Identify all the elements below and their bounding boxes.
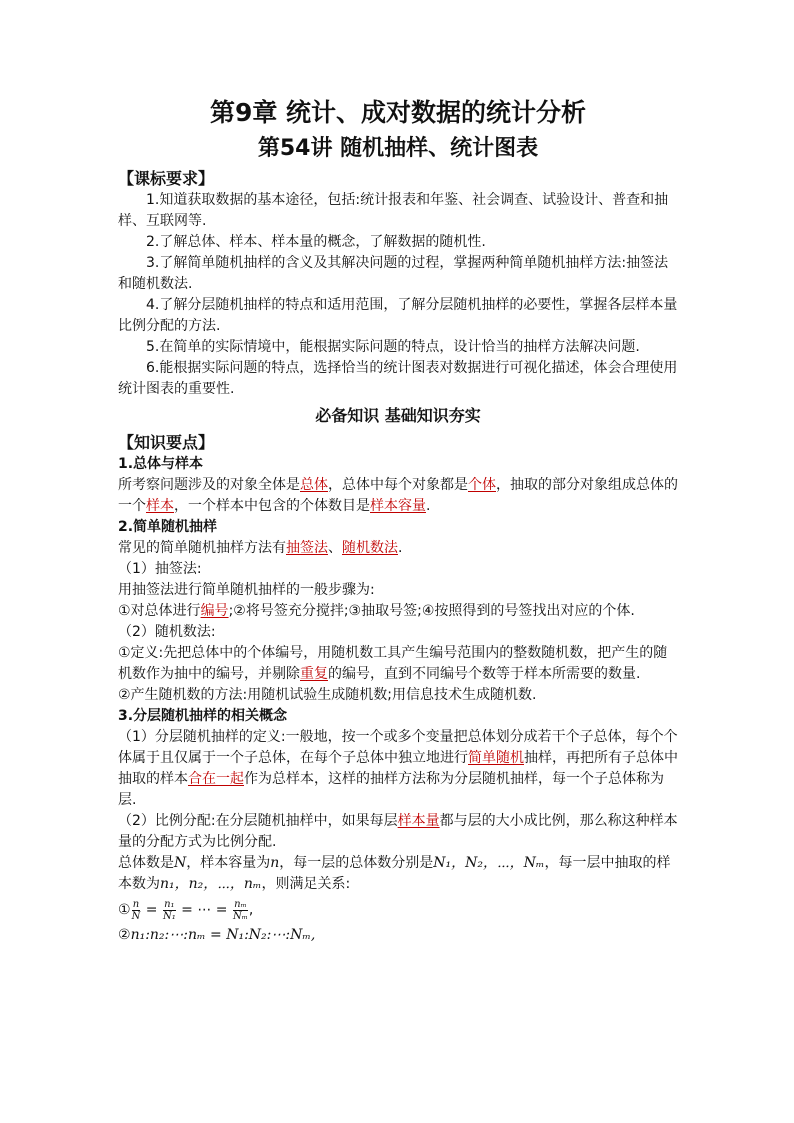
section-title: 必备知识 基础知识夯实 bbox=[315, 406, 481, 425]
k3-formula-2: ②n₁:n₂:⋯:nₘ = N₁:N₂:⋯:Nₘ, bbox=[118, 927, 316, 943]
answer-blank: 样本 bbox=[146, 498, 174, 514]
standard-item: 5.在简单的实际情境中，能根据实际问题的特点，设计恰当的抽样方法解决问题. bbox=[146, 339, 640, 355]
k2-intro: 常见的简单随机抽样方法有抽签法、随机数法. bbox=[118, 540, 403, 556]
k2-title: 2.简单随机抽样 bbox=[118, 519, 218, 535]
k3-title: 3.分层随机抽样的相关概念 bbox=[118, 708, 288, 724]
standards-heading: 【课标要求】 bbox=[118, 169, 215, 188]
answer-blank: 样本量 bbox=[397, 813, 440, 829]
standard-item: 1.知道获取数据的基本途径，包括:统计报表和年鉴、社会调查、试验设计、普查和抽样、互联网等. bbox=[118, 192, 669, 229]
k3-p1: （1）分层随机抽样的定义:一般地，按一个或多个变量把总体划分成若干个子总体，每个个体属于且仅属于一个子总体，在每个子总体中独立地进行简单随机抽样，再把所有子总体中抽取的样本合在一起作为总样本，这样的抽样方法称为分层随机抽样，每一个子总体称为层. bbox=[118, 729, 678, 808]
answer-blank: 总体 bbox=[300, 477, 328, 493]
fraction: $\frac{n}{N}$ bbox=[131, 898, 141, 922]
k2-s1-title: （1）抽签法: bbox=[118, 561, 202, 577]
k1-text: 所考察问题涉及的对象全体是总体，总体中每个对象都是个体，抽取的部分对象组成总体的一个样本，一个样本中包含的个体数目是样本容量. bbox=[118, 477, 678, 514]
k3-formula-1: ① $\frac{n}{N}$ = $\frac{\text{n₁}}{\text{N₁}}$ = ⋯ = $\frac{\text{nₘ}}{\text{Nₘ}}$ , bbox=[118, 898, 254, 922]
document-page bbox=[118, 96, 678, 946]
k3-p2: （2）比例分配:在分层随机抽样中，如果每层样本量都与层的大小成比例，那么称这种样本量的分配方式为比例分配. bbox=[118, 813, 678, 850]
k1-title: 1.总体与样本 bbox=[118, 456, 204, 472]
answer-blank: 合在一起 bbox=[188, 771, 244, 787]
lecture-title: 第54讲 随机抽样、统计图表 bbox=[257, 136, 539, 161]
chapter-title: 第9章 统计、成对数据的统计分析 bbox=[209, 98, 587, 127]
k2-s2-def: ①定义:先把总体中的个体编号，用随机数工具产生编号范围内的整数随机数，把产生的随机数作为抽中的编号，并剔除重复的编号，直到不同编号个数等于样本所需要的数量. bbox=[118, 645, 668, 682]
answer-blank: 随机数法 bbox=[342, 540, 398, 556]
fraction: $\frac{\text{nₘ}}{\text{Nₘ}}$ bbox=[232, 898, 248, 922]
k3-p3: 总体数是N，样本容量为n，每一层的总体数分别是N₁，N₂，⋯，Nₘ，每一层中抽取的样本数为n₁，n₂，⋯，nₘ，则满足关系: bbox=[118, 855, 671, 892]
standard-item: 2.了解总体、样本、样本量的概念，了解数据的随机性. bbox=[146, 234, 486, 250]
fraction: $\frac{\text{n₁}}{\text{N₁}}$ bbox=[162, 898, 176, 922]
answer-blank: 重复 bbox=[300, 666, 328, 682]
answer-blank: 样本容量 bbox=[370, 498, 426, 514]
answer-blank: 编号 bbox=[200, 603, 229, 619]
standard-item: 3.了解简单随机抽样的含义及其解决问题的过程，掌握两种简单随机抽样方法:抽签法和随机数法. bbox=[118, 255, 669, 292]
answer-blank: 简单随机 bbox=[468, 750, 524, 766]
answer-blank: 个体 bbox=[468, 477, 496, 493]
standard-item: 4.了解分层随机抽样的特点和适用范围，了解分层随机抽样的必要性，掌握各层样本量比例分配的方法. bbox=[118, 297, 678, 334]
k2-s1-steps: ①对总体进行编号;②将号签充分搅拌;③抽取号签;④按照得到的号签找出对应的个体. bbox=[118, 603, 635, 619]
k2-s2-title: （2）随机数法: bbox=[118, 624, 216, 640]
answer-blank: 抽签法 bbox=[286, 540, 328, 556]
k2-s2-method: ②产生随机数的方法:用随机试验生成随机数;用信息技术生成随机数. bbox=[118, 687, 537, 703]
standard-item: 6.能根据实际问题的特点，选择恰当的统计图表对数据进行可视化描述，体会合理使用统计图表的重要性. bbox=[118, 360, 678, 397]
k2-s1-line: 用抽签法进行简单随机抽样的一般步骤为: bbox=[118, 582, 375, 598]
knowledge-heading: 【知识要点】 bbox=[118, 433, 215, 452]
